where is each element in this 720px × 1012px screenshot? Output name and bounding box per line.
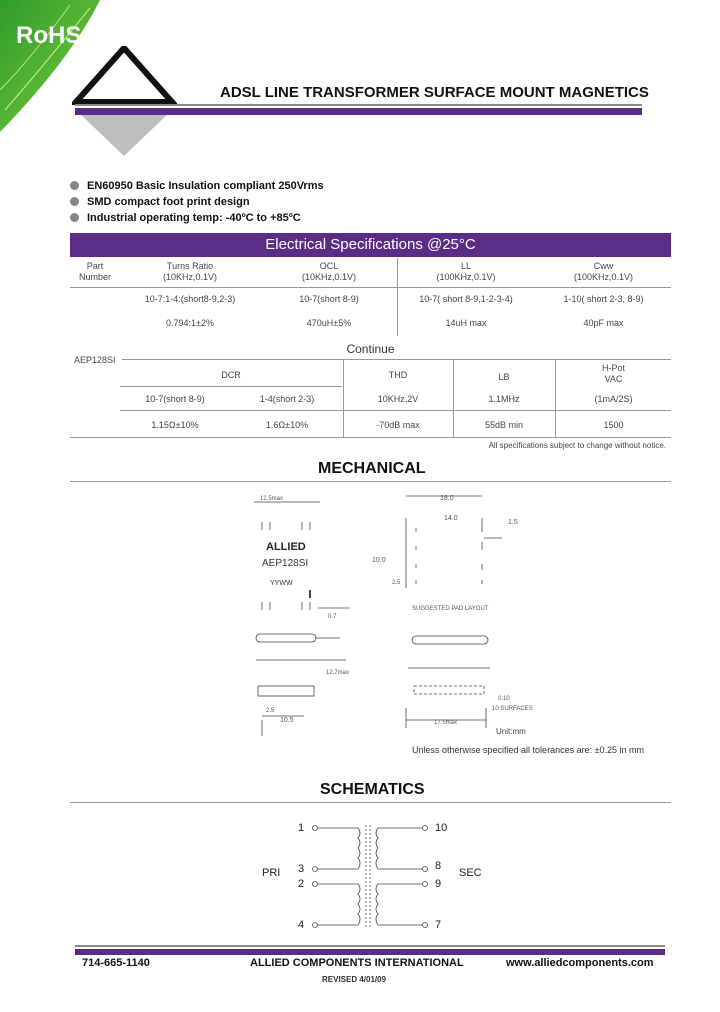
table-rule (70, 437, 671, 438)
section-rule (70, 802, 671, 803)
cell: 0.794:1±2% (166, 318, 214, 328)
mechanical-drawing (240, 488, 660, 738)
cell: 10-7(short 8-9) (145, 394, 205, 404)
table-rule (120, 410, 671, 411)
header-accent-bar (75, 108, 642, 115)
dim-105: 10.5 (280, 717, 294, 724)
dim-010: 0.10 (498, 696, 510, 702)
cell: 1.1MHz (488, 394, 520, 404)
bullet-icon (70, 197, 79, 206)
pin-2: 2 (298, 878, 305, 890)
mechanical-title: MECHANICAL (318, 460, 426, 477)
pad-layout-label: SUGGESTED PAD LAYOUT (412, 606, 489, 612)
part-number: AEP128SI (74, 355, 116, 365)
cell: 1-10( short 2-3, 8-9) (563, 294, 644, 304)
col-part-number: Part Number (78, 261, 111, 282)
dim-15: 1.5 (508, 519, 518, 526)
spec-note: All specifications subject to change without notice. (488, 441, 666, 450)
cell: 470uH±5% (306, 318, 352, 328)
feature-item: Industrial operating temp: -40ºC to +85ºC (70, 212, 301, 224)
cell: 10-7:1-4:(short8-9,2-3) (144, 294, 236, 304)
spec-header: Electrical Specifications @25°C (70, 233, 671, 257)
dim-127: 12.7max (326, 670, 350, 676)
pin-10: 10 (435, 822, 448, 834)
pin-9: 9 (435, 878, 442, 890)
dim-140: 14.0 (444, 515, 458, 522)
footer-phone: 714-665-1140 (82, 957, 150, 969)
bullet-icon (70, 181, 79, 190)
brand-mark: ALLIED (266, 541, 306, 553)
pin-4: 4 (298, 919, 305, 931)
footer-company: ALLIED COMPONENTS INTERNATIONAL (250, 957, 464, 969)
cell: 10-7(short 8-9) (299, 294, 359, 304)
pin-8: 8 (435, 860, 442, 872)
pin-3: 3 (298, 863, 305, 875)
continue-label: Continue (346, 342, 395, 356)
footer-rule (75, 945, 665, 947)
col-turns-ratio: Turns Ratio (10KHz,0.1V) (162, 261, 218, 282)
table-rule (120, 386, 342, 387)
dim-100: 10.0 (372, 557, 386, 564)
schematics-title: SCHEMATICS (320, 781, 425, 798)
page-title: ADSL LINE TRANSFORMER SURFACE MOUNT MAGNETICS (220, 84, 649, 101)
dim-07: 0.7 (328, 614, 337, 620)
table-rule (70, 287, 671, 288)
header-rule (75, 104, 642, 106)
rohs-label: RoHS (16, 22, 82, 49)
cell: 10KHz,2V (377, 394, 419, 404)
part-mark: AEP128SI (262, 558, 309, 569)
col-hpot: H-Pot VAC (601, 363, 625, 384)
footer-website[interactable]: www.alliedcomponents.com (506, 957, 654, 969)
dim-175: 17.5max (434, 720, 458, 726)
footer-accent-bar (75, 949, 665, 955)
dim-25: 2.5 (266, 708, 275, 714)
table-rule (122, 359, 671, 360)
col-ocl: OCL (10KHz,0.1V) (301, 261, 357, 282)
dim-180: 18.0 (440, 495, 454, 502)
cell: 55dB min (484, 420, 524, 430)
cell: 1-4(short 2-3) (259, 394, 315, 404)
cell: 10-7( short 8-9,1-2-3-4) (419, 294, 513, 304)
section-rule (70, 481, 671, 482)
col-dcr: DCR (221, 370, 241, 380)
surfaces-label: 10 SURFACES (492, 706, 533, 712)
cell: (1mA/2S) (594, 394, 633, 404)
cell: 1.6Ω±10% (265, 420, 309, 430)
secondary-label: SEC (459, 867, 482, 879)
cell: 1.15Ω±10% (151, 420, 199, 430)
bullet-icon (70, 213, 79, 222)
cell: 14uH max (445, 318, 487, 328)
allied-logo (72, 46, 177, 158)
dim-25b: 2.5 (392, 580, 401, 586)
cell: 1500 (603, 420, 624, 430)
feature-item: EN60950 Basic Insulation compliant 250Vrms (70, 180, 324, 192)
pin-1: 1 (298, 822, 305, 834)
col-ll: LL (100KHz,0.1V) (436, 261, 496, 282)
date-code: YYWW (270, 580, 293, 587)
col-thd: THD (388, 370, 408, 380)
unit-label: Unit:mm (496, 727, 526, 736)
cell: 40pF max (583, 318, 624, 328)
col-lb: LB (498, 372, 510, 382)
dim-top: 12.5max (260, 496, 284, 502)
col-cww: Cww (100KHz,0.1V) (573, 261, 634, 282)
cell: -70dB max (376, 420, 420, 430)
primary-label: PRI (262, 867, 281, 879)
pin-7: 7 (435, 919, 442, 931)
tolerance-note: Unless otherwise specified all tolerances are: ±0.25 in mm (412, 745, 645, 755)
revised-date: REVISED 4/01/09 (322, 975, 387, 984)
feature-item: SMD compact foot print design (70, 196, 250, 208)
